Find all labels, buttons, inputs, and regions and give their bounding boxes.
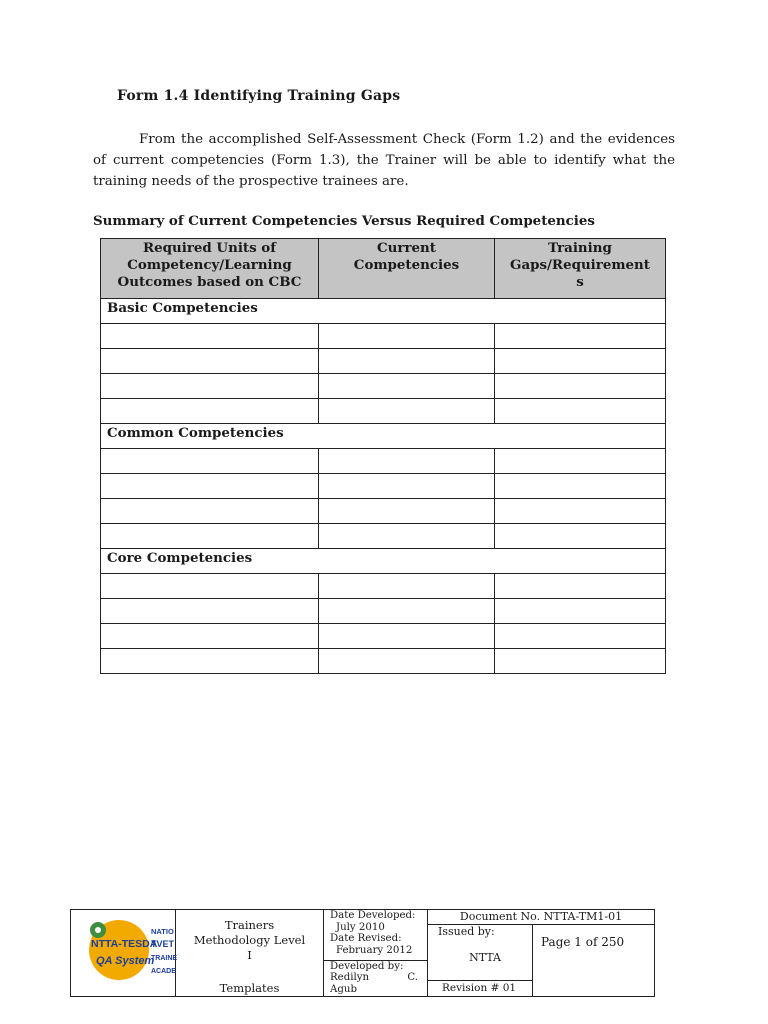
table-cell-gaps[interactable] (495, 449, 666, 474)
logo-text-line2: QA System (96, 955, 155, 967)
developed-by-cell (324, 960, 428, 997)
table-row (101, 474, 666, 499)
section-row-core (101, 549, 666, 574)
table-cell-current[interactable] (319, 524, 495, 549)
intro-text: From the accomplished Self-Assessment Check (Form 1.2) and the evidences of current competencies (Form 1.3), the Trainer will be able to identify what the training needs of the prospective trainees are. (93, 132, 675, 189)
logo-graphic (87, 916, 177, 984)
logo-side-text-4: ACADE (151, 968, 176, 975)
header-current-line2: Competencies (353, 257, 460, 273)
table-cell-gaps[interactable] (495, 399, 666, 424)
course-cell (176, 910, 324, 997)
section-row-basic (101, 299, 666, 324)
course-line3: I (247, 948, 252, 962)
table-cell-current[interactable] (319, 349, 495, 374)
table-header-row (101, 239, 666, 299)
section-core-competencies: Core Competencies (101, 549, 666, 574)
table-cell-current[interactable] (319, 324, 495, 349)
header-current-competencies (319, 239, 495, 299)
date-revised-label: Date Revised: (330, 933, 402, 944)
section-basic-competencies: Basic Competencies (101, 299, 666, 324)
table-cell-required[interactable] (101, 324, 319, 349)
developer-last-name: Agub (330, 983, 357, 995)
ntta-tesda-logo (87, 916, 177, 984)
table-cell-current[interactable] (319, 374, 495, 399)
table-cell-gaps[interactable] (495, 624, 666, 649)
table-cell-required[interactable] (101, 574, 319, 599)
header-training-gaps (495, 239, 666, 299)
summary-title: Summary of Current Competencies Versus Required Competencies (93, 213, 595, 229)
table-cell-gaps[interactable] (495, 599, 666, 624)
section-row-common (101, 424, 666, 449)
table-row (101, 349, 666, 374)
table-cell-current[interactable] (319, 649, 495, 674)
header-gaps-line3: s (576, 274, 584, 290)
table-row (101, 324, 666, 349)
table-cell-gaps[interactable] (495, 524, 666, 549)
header-required-units (101, 239, 319, 299)
developer-name-line (330, 972, 418, 984)
table-cell-required[interactable] (101, 524, 319, 549)
page-number: Page 1 of 250 (533, 925, 655, 997)
document-footer (70, 909, 655, 997)
table-row (101, 649, 666, 674)
table-cell-current[interactable] (319, 474, 495, 499)
course-templates: Templates (219, 981, 280, 995)
header-gaps-line1: Training (548, 240, 612, 256)
table-cell-gaps[interactable] (495, 499, 666, 524)
table-row (101, 374, 666, 399)
table-row (101, 524, 666, 549)
table-cell-current[interactable] (319, 499, 495, 524)
table-cell-required[interactable] (101, 399, 319, 424)
table-row (101, 399, 666, 424)
table-cell-required[interactable] (101, 449, 319, 474)
issued-by-cell (428, 925, 533, 981)
table-cell-required[interactable] (101, 499, 319, 524)
table-cell-current[interactable] (319, 574, 495, 599)
table-cell-gaps[interactable] (495, 324, 666, 349)
issued-by-label: Issued by: (438, 925, 495, 938)
date-developed-cell (324, 910, 428, 961)
course-line1: Trainers (224, 918, 275, 932)
table-cell-gaps[interactable] (495, 649, 666, 674)
header-gaps-line2: Gaps/Requirement (510, 257, 650, 273)
document-number: Document No. NTTA-TM1-01 (428, 910, 655, 925)
table-cell-gaps[interactable] (495, 474, 666, 499)
table-cell-required[interactable] (101, 599, 319, 624)
logo-side-text-1: NATIO (151, 927, 174, 936)
table-cell-current[interactable] (319, 599, 495, 624)
developed-by-label: Developed by: (330, 960, 404, 972)
form-title: Form 1.4 Identifying Training Gaps (117, 88, 401, 104)
table-cell-required[interactable] (101, 349, 319, 374)
header-current-line1: Current (377, 240, 436, 256)
table-row (101, 449, 666, 474)
table-cell-gaps[interactable] (495, 374, 666, 399)
course-line2: Methodology Level (193, 933, 306, 947)
issued-by-value: NTTA (469, 951, 501, 964)
table-row (101, 574, 666, 599)
date-developed-value: July 2010 (336, 921, 385, 933)
table-cell-required[interactable] (101, 649, 319, 674)
table-cell-required[interactable] (101, 474, 319, 499)
logo-text-line1: NTTA-TESDA (91, 938, 158, 950)
competencies-table (100, 238, 666, 674)
table-row (101, 624, 666, 649)
section-common-competencies: Common Competencies (101, 424, 666, 449)
logo-cell (71, 910, 176, 997)
intro-paragraph (93, 129, 675, 192)
header-required-units-line3: Outcomes based on CBC (117, 274, 302, 290)
header-required-units-line2: Competency/Learning (127, 257, 292, 273)
date-revised-value: February 2012 (336, 944, 413, 956)
developer-first-name: Redilyn (330, 972, 370, 983)
table-row (101, 499, 666, 524)
header-required-units-line1: Required Units of (142, 240, 276, 256)
table-row (101, 599, 666, 624)
table-cell-current[interactable] (319, 399, 495, 424)
table-cell-current[interactable] (319, 624, 495, 649)
logo-side-text-3: TRAINE (151, 955, 177, 962)
developer-initial: C. (407, 972, 418, 983)
date-developed-label: Date Developed: (330, 910, 416, 921)
logo-side-text-2: TVET (151, 939, 175, 949)
table-cell-required[interactable] (101, 374, 319, 399)
table-cell-required[interactable] (101, 624, 319, 649)
table-cell-gaps[interactable] (495, 574, 666, 599)
table-cell-current[interactable] (319, 449, 495, 474)
table-cell-gaps[interactable] (495, 349, 666, 374)
revision-number: Revision # 01 (428, 981, 533, 997)
